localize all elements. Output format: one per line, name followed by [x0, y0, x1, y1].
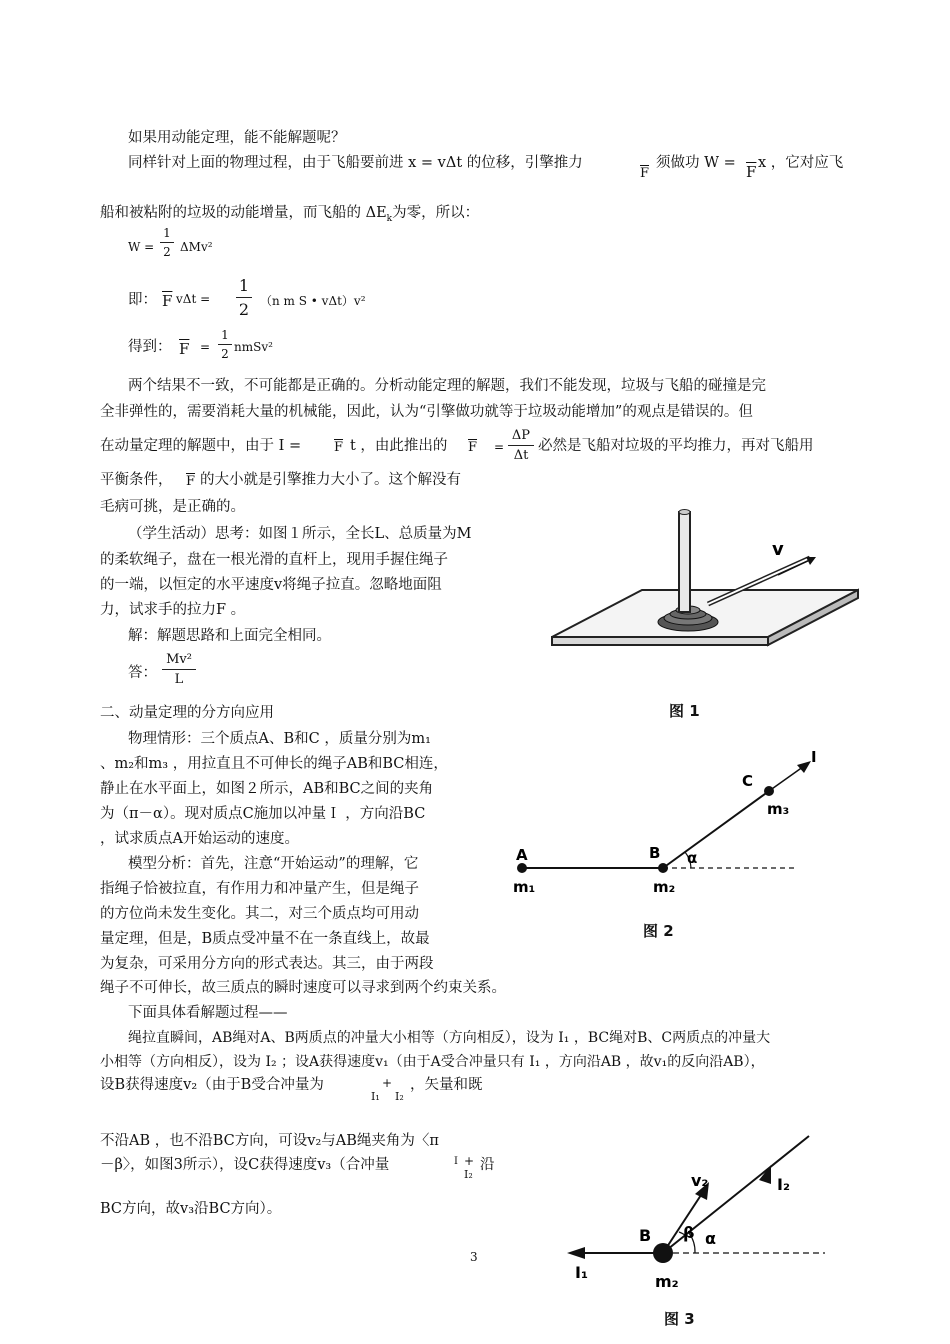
paragraph: 必然是飞船对垃圾的平均推力，再对飞船用 [538, 438, 814, 454]
equation-text: = [200, 340, 211, 354]
paragraph: （学生活动）思考：如图１所示，全长L、总质量为M [128, 526, 472, 542]
fraction: 1 2 [236, 276, 252, 319]
paragraph: 不沿AB ，也不沿BC方向，可设v₂与AB绳夹角为〈π [100, 1133, 439, 1149]
paragraph: 绳子不可伸长，故三质点的瞬时速度可以寻求到两个约束关系。 [100, 980, 506, 996]
vector-I1: I₁ [371, 1090, 380, 1103]
paragraph: 物理情形：三个质点A、B和C ，质量分别为m₁ [128, 731, 431, 747]
equation-rhs: ΔMv² [180, 240, 213, 254]
label-B: B [649, 844, 661, 862]
paragraph: 下面具体看解题过程—— [128, 1005, 288, 1021]
label-I2: I₂ [777, 1175, 790, 1194]
symbol-F-bar: $\overline{F}$ [179, 340, 190, 358]
paragraph: 为（π－α）。现对质点C施加以冲量Ｉ ，方向沿BC [100, 806, 426, 822]
paragraph: 在动量定理的解题中，由于 I = [100, 438, 302, 454]
paragraph: BC方向，故v₃沿BC方向）。 [100, 1201, 282, 1217]
equation-lhs: W = [128, 240, 155, 254]
label-v2: v₂ [691, 1171, 709, 1190]
paragraph: 如果用动能定理，能不能解题呢？ [128, 130, 346, 146]
symbol-F-bar: $\overline{F}$ [746, 163, 757, 181]
paragraph: 沿 [480, 1157, 495, 1173]
paragraph: 两个结果不一致，不可能都是正确的。分析动能定理的解题，我们不能发现，垃圾与飞船的碰撞是完 [128, 378, 766, 394]
label-m2: m₂ [653, 878, 676, 896]
label-m2: m₂ [655, 1272, 679, 1291]
point-B [658, 863, 668, 873]
vector-I2: I₂ [464, 1168, 473, 1181]
equation-label: 得到： [128, 339, 172, 355]
paragraph: 同样针对上面的物理过程，由于飞船要前进 x = vΔt 的位移，引擎推力 [128, 155, 583, 171]
figure-1-diagram [540, 500, 870, 730]
answer-fraction: Mv² L [162, 652, 196, 687]
answer-label: 答： [128, 665, 157, 681]
paragraph: －β〉，如图3所示），设C获得速度v₃（合冲量 [100, 1157, 390, 1173]
symbol-F-bar: $\overline{F}$ [186, 474, 196, 489]
paragraph: 绳拉直瞬间，AB绳对A、B两质点的冲量大小相等（方向相反），设为 I₁ ，BC绳对B、C两质点的冲量大 [128, 1030, 771, 1046]
point-B [653, 1243, 673, 1263]
equation-rhs: nmSv² [234, 340, 273, 354]
paragraph: 指绳子恰被拉直，有作用力和冲量产生，但是绳子 [100, 881, 419, 897]
label-alpha: α [705, 1229, 716, 1248]
fraction: 1 2 [218, 328, 232, 361]
figure-2-caption: 图 2 [643, 922, 674, 940]
impulse-arrowhead [797, 761, 811, 773]
paragraph: 力，试求手的拉力F 。 [100, 602, 246, 618]
point-A [517, 863, 527, 873]
figure-3-caption: 图 3 [664, 1310, 695, 1328]
vector-I2: I₂ [395, 1090, 404, 1103]
paragraph: ，试求质点A开始运动的速度。 [100, 831, 299, 847]
paragraph: 小相等（方向相反），设为 I₂ ；设A获得速度v₁（由于A受合冲量只有 I₁ ，方向沿AB ，故v₁的反向沿AB）， [100, 1054, 765, 1070]
label-B: B [639, 1226, 652, 1245]
point-C [764, 786, 774, 796]
label-I1: I₁ [575, 1263, 588, 1282]
symbol-F-bar: $\overline{F}$ [640, 166, 650, 181]
equation-label: 即： [128, 292, 157, 308]
rope-BC [663, 791, 769, 868]
page-number: 3 [470, 1250, 478, 1264]
figure-1-caption: 图 1 [669, 702, 700, 720]
fraction: ΔP Δt [508, 428, 534, 463]
label-m3: m₃ [767, 800, 790, 818]
symbol-F-bar: $\overline{F}$ [334, 440, 344, 455]
paragraph: 船和被粘附的垃圾的动能增量，而飞船的 $\Delta E_k$为零，所以： [100, 205, 480, 224]
paragraph: 的方位尚未发生变化。其二，对三个质点均可用动 [100, 906, 419, 922]
symbol-F-bar: $\overline{F}$ [162, 292, 173, 310]
plus-sign: + [382, 1076, 393, 1090]
paragraph: 为复杂，可采用分方向的形式表达。其三，由于两段 [100, 956, 434, 972]
paragraph: 平衡条件， [100, 472, 173, 488]
equation-rhs: （n m S • vΔt）v² [260, 294, 366, 308]
paragraph: 解：解题思路和上面完全相同。 [128, 628, 331, 644]
paragraph: 、m₂和m₃ ，用拉直且不可伸长的绳子AB和BC相连， [100, 756, 448, 772]
paragraph: 设B获得速度v₂（由于B受合冲量为 [100, 1077, 324, 1093]
paragraph: 的一端，以恒定的水平速度v将绳子拉直。忽略地面阻 [100, 577, 442, 593]
paragraph: x ，它对应飞 [758, 155, 844, 171]
paragraph: ，矢量和既 [410, 1077, 483, 1093]
vertical-rod [679, 510, 690, 613]
label-m1: m₁ [513, 878, 536, 896]
paragraph: 的柔软绳子，盘在一根光滑的直杆上，现用手握住绳子 [100, 552, 448, 568]
plus-sign: + [464, 1154, 475, 1168]
paragraph: 全非弹性的，需要消耗大量的机械能，因此，认为“引擎做功就等于垃圾动能增加”的观点是错误的。但 [100, 404, 753, 420]
paragraph: 须做功 W = [656, 155, 736, 171]
velocity-label: v [772, 539, 784, 560]
paragraph: t ，由此推出的 [350, 438, 448, 454]
figure-3-diagram [525, 1130, 845, 1310]
label-C: C [742, 772, 754, 790]
paragraph: 的大小就是引擎推力大小了。这个解没有 [200, 472, 461, 488]
label-beta: β [683, 1223, 695, 1242]
vector-I1: I [454, 1156, 458, 1167]
label-A: A [516, 846, 528, 864]
symbol-F-bar: $\overline{F}$ [468, 440, 478, 455]
equation-text: vΔt = [176, 292, 211, 306]
paragraph: 量定理，但是，B质点受冲量不在一条直线上，故最 [100, 931, 430, 947]
paragraph: 静止在水平面上，如图２所示，AB和BC之间的夹角 [100, 781, 434, 797]
figure-2-diagram [505, 740, 815, 920]
impulse-I1-arrowhead [567, 1247, 585, 1259]
fraction: 1 2 [160, 226, 174, 259]
label-alpha: α [687, 849, 698, 867]
section-heading: 二、动量定理的分方向应用 [100, 705, 274, 721]
paragraph: 模型分析：首先，注意“开始运动”的理解，它 [128, 856, 419, 872]
paragraph: 毛病可挑，是正确的。 [100, 499, 245, 515]
equation-text: = [494, 440, 505, 454]
label-I: I [811, 748, 817, 766]
